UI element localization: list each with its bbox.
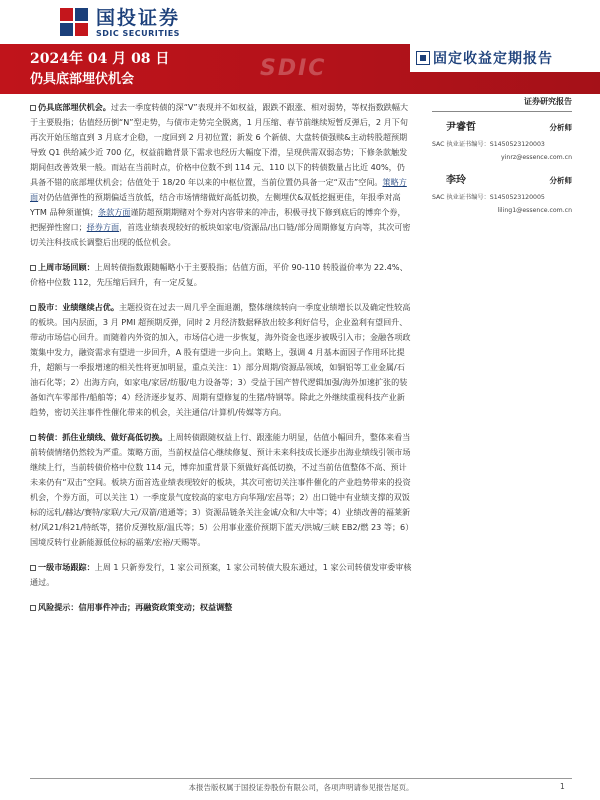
section-primary-market: 一级市场跟踪：上周 1 只新券发行，1 家公司预案，1 家公司转债大股东通过，1 家公司转债发审委审核通过。 [30,562,412,587]
section-market-review: 上周市场回顾：上周转债指数跟随幅略小于主要股指；估值方面，平价 90-110 转股溢价率为 22.4%、价格中位数 112，先压缩后回升，有一定反复。 [30,262,408,287]
sidebar-subtitle: 证券研究报告 [432,96,572,112]
analyst-role: 分析师 [549,176,572,185]
logo-name-cn: 国投证券 [96,6,181,29]
footer-disclaimer: 本报告版权属于国投证券股份有限公司，各项声明请参见报告尾页。 [188,783,414,792]
analyst-role: 分析师 [549,123,572,132]
section-marker-icon [30,565,36,571]
analyst-email[interactable]: liling1@essence.com.cn [497,207,572,214]
analyst-name: 李玲 [446,175,466,186]
company-logo [60,6,180,40]
section-marker-icon [30,265,36,271]
section-convertible-bonds: 转债：抓住业绩线、做好高低切换。上周转债跟随权益上行、跟涨能力明显，估值小幅回升，整体来看当前转债情绪仍然较为严重。策略方面，当前权益信心继续修复、预计未来科技成长逐步出海业绩线引领市场继续上行，当前转债价格中位数 114 元，博弈加重背景下须做好高低切换，不过当前估值整体不高、预计未来仍有“双击”空间。板块方面首选业绩表现较好的板块，其次可密切关注事件催化的产业趋势带来的投资机会，个券方面，可以关注 1）一季度景气度较高的家电方向华翔/宏昌等；2）出口链中有业绩支撑的双饭标的远轧/赫达/赛特/家联/大元/双箭/道通等；3）资源品链条关注金诚/众和/大中等；4）业绩改善的福莱新材/风21/科21/特纸等，猪价反弹牧原/温氏等；5）公用事业涨价预期下蓝天/洪城/三峡 EB2/燃 23 等；6）国境反转行业新能源低位标的福莱/宏裕/天赐等。 [30,432,411,547]
section-risk-warning: 风险提示：信用事件冲击；再融资政策变动；权益调整 [30,600,412,615]
section-marker-icon [30,305,36,311]
section-marker-icon [30,105,36,111]
footer-divider [30,778,572,779]
analyst-cert: SAC 执业证书编号：S1450523120003 [432,141,545,148]
logo-name-en: SDIC SECURITIES [96,28,180,38]
section-marker-icon [30,605,36,611]
report-date: 2024年 04 月 08 日 [30,51,170,67]
analyst-name: 尹睿哲 [446,122,476,133]
report-title: 仍具底部埋伏机会 [30,72,135,87]
report-body [30,100,412,760]
analyst-cert: SAC 执业证书编号：S1450523120005 [432,194,545,201]
analyst-card [432,171,572,214]
report-type-icon [416,51,430,65]
analyst-card [432,118,572,161]
sidebar [432,96,572,224]
section-summary: 仍具底部埋伏机会。过去一季度转债的深“V”表现并不如权益，跟跌不跟涨、相对弱势，等权指数跌幅大于主要股指；估值经历倒“N”型走势，与债市走势完全脱离，1 月压缩、春节前继续短暂反弹后，2 月下旬再次开始压缩直到 3 月底才企稳，一度回到 2 月初位置；新发 6 个新债、大盘转债强赎&主动转股超预期导致 Q1 供给减少近 700 亿，权益前瞻背景下需求也经历大幅度下滑，呈现供需双弱态势；下修条款触发期间但改善效果一般。而站在当前时点，价格中位数不到 114 元、110 以下的转债数量占比近 40%，仍具备不错的底部埋伏机会；估值处于 18/20 年以来的中枢位置，当前位置仍具备一定“双击”空间。策略方面对仍估值弹性的预期偏适当放低，结合市场情绪做好高低切换，左侧埋伏&双低挖掘更佳，年报季对高 YTM 品种须谨慎；条款方面谨防超预期期赌对个券对内容带来的冲击，积极寻找下修到底后的博弈个券，把握弹性窗口；择券方面，首选业绩表现较好的板块如家电/资源品/出口链/部分周期修复方向等，其次可密切关注科技成长调整后出现的低位机会。 [30,102,411,247]
section-marker-icon [30,435,36,441]
report-type-label: 固定收益定期报告 [410,44,600,72]
logo-mark-icon [60,8,90,38]
section-stock-market: 股市：业绩继续占优。主题投资在过去一周几乎全面退潮，整体继续转向一季度业绩增长以及确定性较高的板块。国内层面，3 月 PMI 超预期反弹，同时 2 月经济数据释放出较多利好信号，企业盈利有望回升、带动市场信心回升。而随着内外资的加入，市场信心进一步恢复，海外资金也逐步被吸引入市；金融各项政策集中发力，融资需求有望进一步回升，A 股有望进一步向上。策略上，强调 4 月基本面因子作用环比提升，超额与一季报增速的相关性将更加明显，重点关注：1）部分周期/资源品领域，如铜铝等工业金属/石油石化等；2）出海方向，如家电/家居/纺服/电力设备等；3）受益于国产替代逻辑加强/海外加速扩张的装备如汽车零部件/船舶等；4）经济逐步复苏、周期有望修复的生猪/特钢等。除此之外继续重视科技产业新趋势，密切关注事件性催化带来的机会，关注通信/计算机/传媒等方向。 [30,302,411,417]
page-number: 1 [560,782,565,791]
banner-decoration: SDIC [260,56,327,81]
analyst-email[interactable]: yinrz@essence.com.cn [501,154,572,161]
